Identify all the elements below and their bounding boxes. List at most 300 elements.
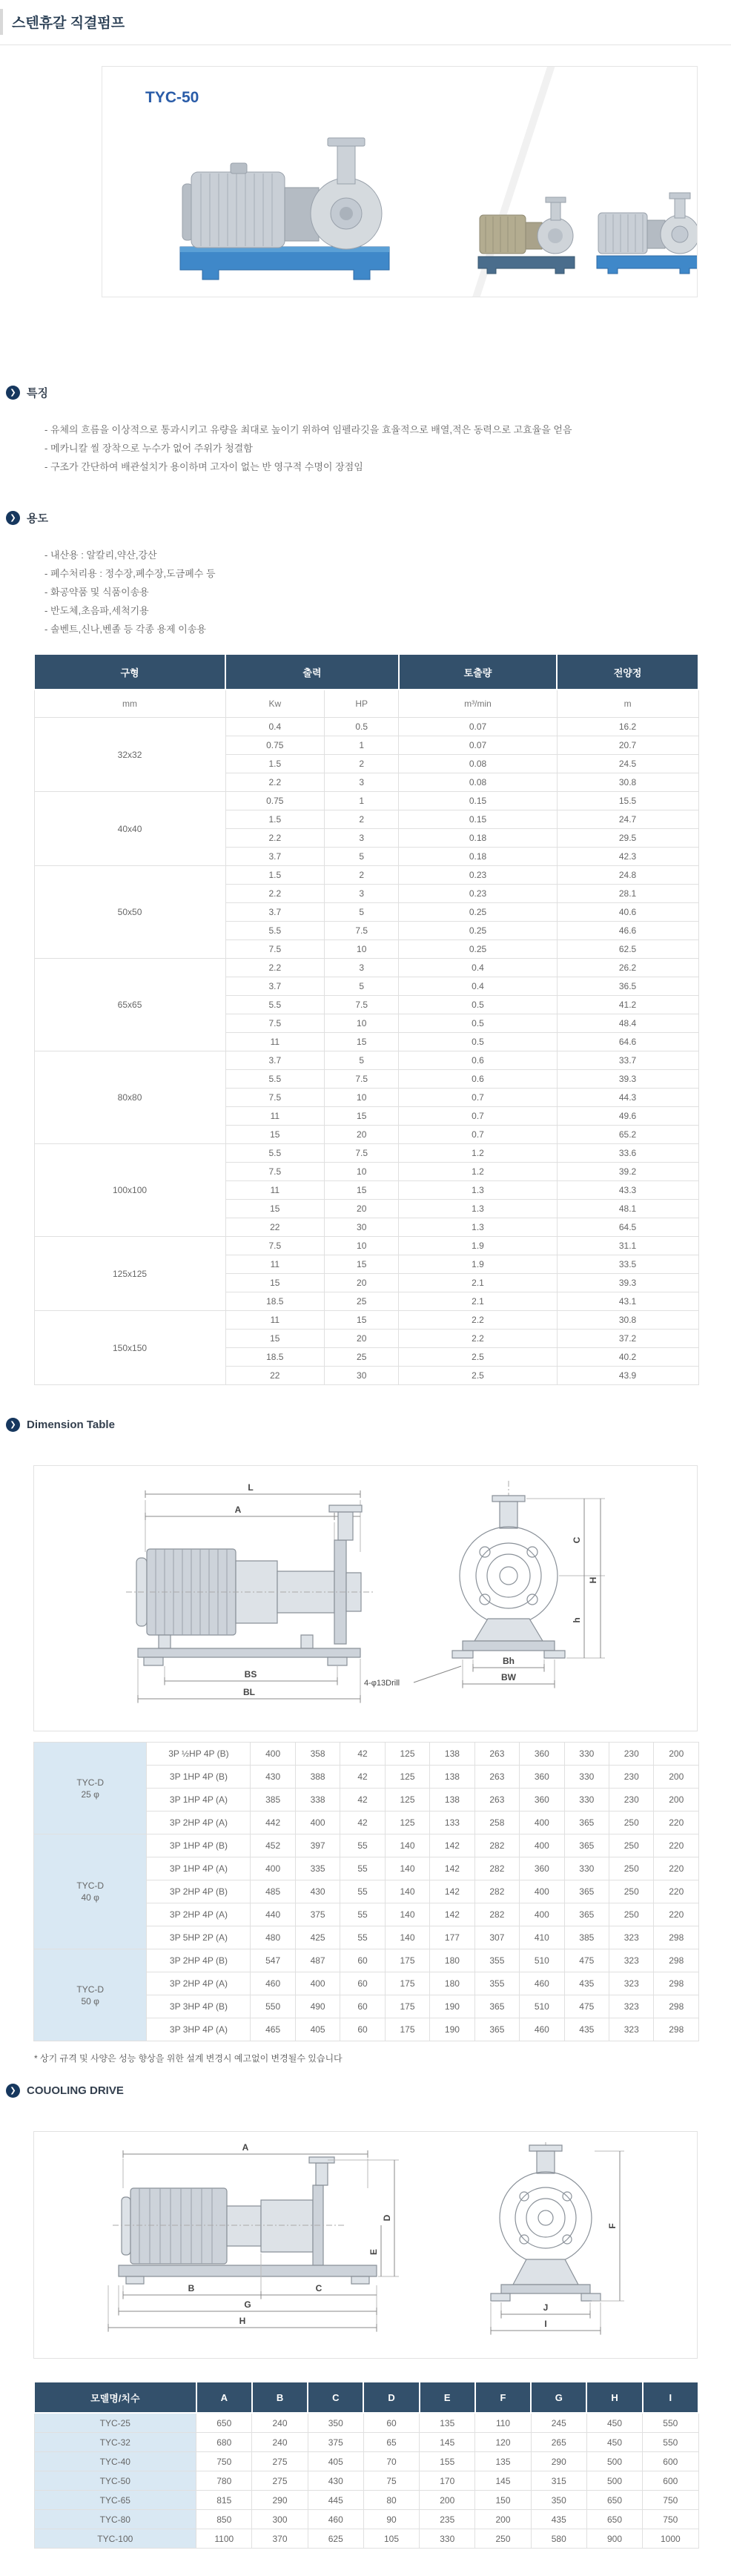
dim-model-cell: 3P 1HP 4P (B) — [147, 1766, 251, 1789]
spec-value-cell: 5.5 — [225, 1144, 325, 1163]
dim-value-cell: 435 — [564, 1972, 609, 1995]
product-model-label: TYC-50 — [145, 89, 199, 106]
dim-value-cell: 400 — [520, 1880, 564, 1903]
dim-value-cell: 323 — [609, 2018, 654, 2041]
dim-value-cell: 133 — [430, 1812, 474, 1834]
spec-value-cell: 1.3 — [399, 1200, 557, 1218]
cd-label-F: F — [607, 2223, 618, 2229]
dimension-table — [33, 1742, 699, 2041]
spec-value-cell: 36.5 — [557, 977, 698, 996]
dim-value-cell: 323 — [609, 1972, 654, 1995]
dim-cell: 300 — [252, 2510, 308, 2529]
dim-label-drill: 4-φ13Drill — [364, 1679, 400, 1688]
spec-value-cell: 2 — [325, 755, 399, 773]
spec-value-cell: 33.7 — [557, 1051, 698, 1070]
dim-cell: 170 — [420, 2471, 475, 2491]
spec-header-size: 구형 — [34, 654, 225, 690]
coupling-header-cell: G — [531, 2382, 586, 2413]
spec-value-cell: 20.7 — [557, 736, 698, 755]
dim-cell: 550 — [643, 2433, 698, 2452]
spec-value-cell: 29.5 — [557, 829, 698, 848]
cd-label-J: J — [543, 2302, 549, 2313]
dim-value-cell: 298 — [654, 1926, 699, 1949]
dim-value-cell: 200 — [654, 1766, 699, 1789]
dim-cell: 135 — [420, 2413, 475, 2433]
dim-value-cell: 263 — [474, 1789, 519, 1812]
spec-value-cell: 0.25 — [399, 922, 557, 940]
dim-cell: 250 — [475, 2529, 531, 2549]
coupling-header-cell: A — [196, 2382, 252, 2413]
features-heading-label: 특징 — [27, 387, 48, 400]
spec-value-cell: 3.7 — [225, 903, 325, 922]
coupling-heading-label: COUOLING DRIVE — [27, 2084, 124, 2097]
coupling-row — [34, 2452, 698, 2471]
spec-value-cell: 2.2 — [399, 1311, 557, 1330]
dim-value-cell: 388 — [295, 1766, 340, 1789]
dim-value-cell: 250 — [609, 1834, 654, 1857]
spec-value-cell: 2.2 — [399, 1330, 557, 1348]
coupling-drawing — [34, 2132, 698, 2354]
dim-value-cell: 138 — [430, 1766, 474, 1789]
spec-value-cell: 0.15 — [399, 810, 557, 829]
dim-value-cell: 230 — [609, 1743, 654, 1766]
dim-value-cell: 365 — [564, 1903, 609, 1926]
dimension-heading-label: Dimension Table — [27, 1419, 115, 1431]
model-cell: TYC-100 — [34, 2529, 196, 2549]
dim-value-cell: 55 — [340, 1926, 385, 1949]
usage-item: - 솔벤트,신나,벤졸 등 각종 용제 이송용 — [44, 624, 206, 635]
spec-value-cell: 15.5 — [557, 792, 698, 810]
spec-value-cell: 18.5 — [225, 1348, 325, 1367]
spec-size-cell: 40x40 — [34, 792, 225, 866]
dim-cell: 430 — [308, 2471, 363, 2491]
spec-value-cell: 3.7 — [225, 848, 325, 866]
dim-cell: 850 — [196, 2510, 252, 2529]
dim-model-cell: 3P 1HP 4P (A) — [147, 1789, 251, 1812]
spec-value-cell: 2.1 — [399, 1274, 557, 1292]
dim-value-cell: 365 — [564, 1880, 609, 1903]
dim-model-cell: 3P 2HP 4P (B) — [147, 1880, 251, 1903]
dim-value-cell: 55 — [340, 1880, 385, 1903]
dim-cell: 275 — [252, 2452, 308, 2471]
spec-value-cell: 0.07 — [399, 718, 557, 736]
spec-value-cell: 10 — [325, 1163, 399, 1181]
cd-label-E: E — [368, 2248, 379, 2256]
dim-value-cell: 175 — [385, 1972, 429, 1995]
dim-cell: 60 — [363, 2413, 419, 2433]
dim-value-cell: 338 — [295, 1789, 340, 1812]
dim-value-cell: 510 — [520, 1995, 564, 2018]
dim-model-cell: 3P 1HP 4P (B) — [147, 1834, 251, 1857]
dim-value-cell: 547 — [251, 1949, 295, 1972]
spec-value-cell: 15 — [325, 1107, 399, 1126]
dim-cell: 65 — [363, 2433, 419, 2452]
spec-value-cell: 15 — [325, 1033, 399, 1051]
dim-label-BL: BL — [243, 1687, 255, 1697]
dim-value-cell: 400 — [295, 1812, 340, 1834]
spec-value-cell: 28.1 — [557, 885, 698, 903]
spec-value-cell: 0.6 — [399, 1051, 557, 1070]
dim-value-cell: 175 — [385, 2018, 429, 2041]
dim-value-cell: 200 — [654, 1743, 699, 1766]
dim-model-cell: 3P 2HP 4P (A) — [147, 1972, 251, 1995]
chevron-circle-icon: ❯ — [6, 386, 20, 400]
dim-value-cell: 485 — [251, 1880, 295, 1903]
cd-label-H: H — [239, 2316, 246, 2326]
coupling-row — [34, 2433, 698, 2452]
dim-value-cell: 465 — [251, 2018, 295, 2041]
dimension-row — [34, 1834, 699, 1857]
dim-value-cell: 60 — [340, 1949, 385, 1972]
spec-value-cell: 2.2 — [225, 959, 325, 977]
spec-value-cell: 7.5 — [325, 1070, 399, 1089]
spec-row — [34, 1051, 698, 1070]
dimension-row — [34, 1743, 699, 1766]
dim-label-BS: BS — [244, 1669, 257, 1680]
dim-value-cell: 60 — [340, 2018, 385, 2041]
dim-value-cell: 298 — [654, 1995, 699, 2018]
product-spec-page — [0, 9, 731, 2576]
pump-photo-small-2 — [588, 182, 698, 278]
dim-value-cell: 298 — [654, 1949, 699, 1972]
spec-value-cell: 15 — [325, 1311, 399, 1330]
spec-header-discharge: 토출량 — [399, 654, 557, 690]
spec-value-cell: 46.6 — [557, 922, 698, 940]
spec-value-cell: 0.75 — [225, 736, 325, 755]
spec-value-cell: 20 — [325, 1200, 399, 1218]
spec-value-cell: 43.9 — [557, 1367, 698, 1385]
spec-value-cell: 64.6 — [557, 1033, 698, 1051]
coupling-row — [34, 2529, 698, 2549]
dim-value-cell: 230 — [609, 1789, 654, 1812]
spec-value-cell: 0.18 — [399, 848, 557, 866]
dim-value-cell: 230 — [609, 1766, 654, 1789]
dim-cell: 650 — [586, 2491, 642, 2510]
dim-cell: 750 — [643, 2510, 698, 2529]
dim-cell: 650 — [196, 2413, 252, 2433]
dim-value-cell: 42 — [340, 1789, 385, 1812]
feature-item: - 유체의 흐름을 이상적으로 통과시키고 유량을 최대로 높이기 위하여 임펠라깃을 효율적으로 배열,적은 동력으로 고효율을 얻음 — [44, 424, 572, 435]
dim-value-cell: 375 — [295, 1903, 340, 1926]
dim-value-cell: 510 — [520, 1949, 564, 1972]
spec-value-cell: 2.1 — [399, 1292, 557, 1311]
dimension-footnote: * 상기 규격 및 사양은 성능 향상을 위한 설계 변경시 예고없이 변경될수 있습니다 — [34, 2053, 343, 2064]
spec-value-cell: 5.5 — [225, 922, 325, 940]
spec-value-cell: 3 — [325, 773, 399, 792]
dim-value-cell: 400 — [251, 1857, 295, 1880]
spec-value-cell: 2.5 — [399, 1367, 557, 1385]
spec-unit-cell: mm — [34, 690, 225, 718]
dim-value-cell: 365 — [474, 1995, 519, 2018]
dim-value-cell: 365 — [564, 1812, 609, 1834]
model-cell: TYC-32 — [34, 2433, 196, 2452]
pump-photo-small-1 — [469, 185, 584, 278]
spec-value-cell: 49.6 — [557, 1107, 698, 1126]
dim-value-cell: 400 — [520, 1812, 564, 1834]
dim-value-cell: 400 — [295, 1972, 340, 1995]
coupling-table — [33, 2381, 699, 2549]
cd-label-I: I — [544, 2319, 547, 2329]
dim-cell: 435 — [531, 2510, 586, 2529]
dim-value-cell: 138 — [430, 1789, 474, 1812]
dimension-drawing — [34, 1466, 698, 1727]
spec-value-cell: 11 — [225, 1255, 325, 1274]
dim-value-cell: 190 — [430, 2018, 474, 2041]
coupling-header-cell: 모델명/치수 — [34, 2382, 196, 2413]
coupling-header-cell: I — [643, 2382, 698, 2413]
dim-value-cell: 475 — [564, 1949, 609, 1972]
dim-cell: 155 — [420, 2452, 475, 2471]
spec-value-cell: 0.4 — [399, 959, 557, 977]
dim-group-label: TYC-D — [76, 1777, 105, 1788]
spec-value-cell: 48.4 — [557, 1014, 698, 1033]
spec-value-cell: 7.5 — [225, 1014, 325, 1033]
cd-label-D: D — [382, 2214, 392, 2222]
dim-value-cell: 360 — [520, 1766, 564, 1789]
dim-value-cell: 55 — [340, 1903, 385, 1926]
spec-value-cell: 30 — [325, 1367, 399, 1385]
spec-value-cell: 15 — [225, 1126, 325, 1144]
dim-cell: 680 — [196, 2433, 252, 2452]
dim-value-cell: 42 — [340, 1812, 385, 1834]
dim-value-cell: 335 — [295, 1857, 340, 1880]
dim-cell: 105 — [363, 2529, 419, 2549]
dim-cell: 240 — [252, 2433, 308, 2452]
chevron-circle-icon: ❯ — [6, 1418, 20, 1432]
dim-group-cell — [34, 1834, 147, 1949]
spec-value-cell: 24.5 — [557, 755, 698, 773]
dim-value-cell: 142 — [430, 1834, 474, 1857]
spec-size-cell: 100x100 — [34, 1144, 225, 1237]
spec-value-cell: 30.8 — [557, 773, 698, 792]
usage-item: - 내산용 : 알칼리,약산,강산 — [44, 549, 157, 561]
dim-value-cell: 330 — [564, 1789, 609, 1812]
spec-value-cell: 18.5 — [225, 1292, 325, 1311]
spec-value-cell: 16.2 — [557, 718, 698, 736]
spec-value-cell: 0.7 — [399, 1107, 557, 1126]
dim-cell: 450 — [586, 2433, 642, 2452]
dim-value-cell: 435 — [564, 2018, 609, 2041]
spec-value-cell: 0.08 — [399, 773, 557, 792]
spec-value-cell: 15 — [325, 1255, 399, 1274]
dim-group-cell — [34, 1743, 147, 1834]
dim-value-cell: 475 — [564, 1995, 609, 2018]
dim-value-cell: 358 — [295, 1743, 340, 1766]
dim-model-cell: 3P 1HP 4P (A) — [147, 1857, 251, 1880]
dim-cell: 550 — [643, 2413, 698, 2433]
dim-cell: 445 — [308, 2491, 363, 2510]
coupling-drawing-box — [33, 2131, 698, 2359]
dim-label-H: H — [588, 1576, 598, 1584]
usage-item: - 반도체,초음파,세척기용 — [44, 605, 149, 616]
dim-value-cell: 425 — [295, 1926, 340, 1949]
spec-value-cell: 7.5 — [225, 940, 325, 959]
spec-header-output: 출력 — [225, 654, 399, 690]
spec-value-cell: 64.5 — [557, 1218, 698, 1237]
dim-cell: 265 — [531, 2433, 586, 2452]
coupling-row — [34, 2510, 698, 2529]
dim-value-cell: 442 — [251, 1812, 295, 1834]
spec-value-cell: 31.1 — [557, 1237, 698, 1255]
dim-label-Bh: Bh — [503, 1656, 515, 1666]
spec-value-cell: 1.9 — [399, 1237, 557, 1255]
dim-cell: 90 — [363, 2510, 419, 2529]
spec-value-cell: 10 — [325, 1237, 399, 1255]
spec-value-cell: 11 — [225, 1181, 325, 1200]
feature-item: - 구조가 간단하여 배관설치가 용이하며 고자이 없는 반 영구적 수명이 장점임 — [44, 461, 363, 472]
spec-value-cell: 0.23 — [399, 866, 557, 885]
dim-value-cell: 400 — [520, 1834, 564, 1857]
dim-value-cell: 400 — [251, 1743, 295, 1766]
dim-value-cell: 142 — [430, 1857, 474, 1880]
dim-group-cell — [34, 1949, 147, 2041]
dim-value-cell: 430 — [295, 1880, 340, 1903]
spec-value-cell: 3 — [325, 829, 399, 848]
dim-value-cell: 282 — [474, 1857, 519, 1880]
dim-cell: 1000 — [643, 2529, 698, 2549]
dim-cell: 315 — [531, 2471, 586, 2491]
dimension-row — [34, 1949, 699, 1972]
usage-item: - 화공약품 및 식품이송용 — [44, 587, 149, 598]
dim-value-cell: 410 — [520, 1926, 564, 1949]
dim-value-cell: 360 — [520, 1857, 564, 1880]
spec-value-cell: 2 — [325, 810, 399, 829]
usage-heading-label: 용도 — [27, 512, 48, 525]
dim-value-cell: 125 — [385, 1766, 429, 1789]
dim-value-cell: 220 — [654, 1834, 699, 1857]
dim-value-cell: 200 — [654, 1789, 699, 1812]
dim-label-h: h — [572, 1617, 582, 1623]
dim-value-cell: 42 — [340, 1743, 385, 1766]
dim-value-cell: 140 — [385, 1903, 429, 1926]
dim-value-cell: 190 — [430, 1995, 474, 2018]
dim-cell: 1100 — [196, 2529, 252, 2549]
spec-size-cell: 65x65 — [34, 959, 225, 1051]
spec-value-cell: 40.2 — [557, 1348, 698, 1367]
dim-cell: 625 — [308, 2529, 363, 2549]
spec-value-cell: 65.2 — [557, 1126, 698, 1144]
dim-value-cell: 550 — [251, 1995, 295, 2018]
spec-value-cell: 0.5 — [399, 1033, 557, 1051]
dim-value-cell: 220 — [654, 1880, 699, 1903]
spec-value-cell: 1.3 — [399, 1218, 557, 1237]
dim-model-cell: 3P 2HP 4P (A) — [147, 1903, 251, 1926]
dim-group-label: TYC-D — [76, 1880, 105, 1891]
spec-value-cell: 24.7 — [557, 810, 698, 829]
dim-value-cell: 330 — [564, 1743, 609, 1766]
dim-value-cell: 323 — [609, 1995, 654, 2018]
spec-value-cell: 5 — [325, 848, 399, 866]
dim-value-cell: 385 — [564, 1926, 609, 1949]
spec-value-cell: 15 — [225, 1330, 325, 1348]
dim-value-cell: 365 — [474, 2018, 519, 2041]
dim-value-cell: 282 — [474, 1880, 519, 1903]
spec-value-cell: 1.5 — [225, 866, 325, 885]
dim-value-cell: 385 — [251, 1789, 295, 1812]
dim-value-cell: 323 — [609, 1926, 654, 1949]
dim-value-cell: 360 — [520, 1743, 564, 1766]
dim-cell: 80 — [363, 2491, 419, 2510]
model-cell: TYC-50 — [34, 2471, 196, 2491]
spec-value-cell: 22 — [225, 1367, 325, 1385]
spec-value-cell: 2 — [325, 866, 399, 885]
dim-model-cell: 3P 5HP 2P (A) — [147, 1926, 251, 1949]
dim-value-cell: 298 — [654, 2018, 699, 2041]
spec-value-cell: 25 — [325, 1292, 399, 1311]
dim-model-cell: 3P 3HP 4P (A) — [147, 2018, 251, 2041]
dim-value-cell: 55 — [340, 1857, 385, 1880]
spec-row — [34, 959, 698, 977]
dim-cell: 290 — [252, 2491, 308, 2510]
spec-value-cell: 0.6 — [399, 1070, 557, 1089]
dim-value-cell: 460 — [251, 1972, 295, 1995]
spec-unit-cell: m — [557, 690, 698, 718]
dim-cell: 145 — [475, 2471, 531, 2491]
spec-value-cell: 1.5 — [225, 810, 325, 829]
dim-value-cell: 138 — [430, 1743, 474, 1766]
dim-label-C: C — [572, 1536, 582, 1544]
dim-value-cell: 490 — [295, 1995, 340, 2018]
spec-value-cell: 11 — [225, 1033, 325, 1051]
dim-value-cell: 142 — [430, 1903, 474, 1926]
spec-value-cell: 7.5 — [325, 922, 399, 940]
spec-header-head: 전양정 — [557, 654, 698, 690]
dim-cell: 600 — [643, 2471, 698, 2491]
dim-value-cell: 220 — [654, 1903, 699, 1926]
dim-value-cell: 220 — [654, 1857, 699, 1880]
spec-value-cell: 33.5 — [557, 1255, 698, 1274]
pump-photo-main — [158, 104, 414, 289]
dim-value-cell: 430 — [251, 1766, 295, 1789]
chevron-circle-icon: ❯ — [6, 2084, 20, 2098]
spec-value-cell: 1.3 — [399, 1181, 557, 1200]
dim-label-A: A — [234, 1505, 242, 1515]
dim-cell: 650 — [586, 2510, 642, 2529]
spec-value-cell: 0.18 — [399, 829, 557, 848]
dim-value-cell: 330 — [564, 1766, 609, 1789]
usage-item: - 폐수처리용 : 정수장,폐수장,도금폐수 등 — [44, 568, 216, 579]
dim-cell: 370 — [252, 2529, 308, 2549]
spec-value-cell: 39.2 — [557, 1163, 698, 1181]
dimension-drawing-box — [33, 1465, 698, 1731]
spec-value-cell: 22 — [225, 1218, 325, 1237]
usage-heading — [6, 510, 731, 526]
spec-value-cell: 20 — [325, 1126, 399, 1144]
dim-model-cell: 3P 3HP 4P (B) — [147, 1995, 251, 2018]
features-heading — [6, 385, 731, 400]
spec-value-cell: 30 — [325, 1218, 399, 1237]
dim-cell: 450 — [586, 2413, 642, 2433]
dim-group-label: 25 φ — [81, 1789, 99, 1800]
spec-value-cell: 0.25 — [399, 903, 557, 922]
spec-value-cell: 10 — [325, 940, 399, 959]
usage-list — [44, 546, 731, 638]
spec-value-cell: 24.8 — [557, 866, 698, 885]
spec-value-cell: 43.3 — [557, 1181, 698, 1200]
spec-value-cell: 1.5 — [225, 755, 325, 773]
spec-value-cell: 0.7 — [399, 1089, 557, 1107]
dim-value-cell: 125 — [385, 1812, 429, 1834]
dim-value-cell: 263 — [474, 1766, 519, 1789]
spec-value-cell: 40.6 — [557, 903, 698, 922]
spec-value-cell: 0.4 — [225, 718, 325, 736]
feature-item: - 메카니칼 씰 장착으로 누수가 없어 주위가 청결함 — [44, 443, 253, 454]
spec-value-cell: 10 — [325, 1014, 399, 1033]
coupling-header-cell: B — [252, 2382, 308, 2413]
spec-value-cell: 20 — [325, 1274, 399, 1292]
spec-row — [34, 1144, 698, 1163]
spec-value-cell: 25 — [325, 1348, 399, 1367]
